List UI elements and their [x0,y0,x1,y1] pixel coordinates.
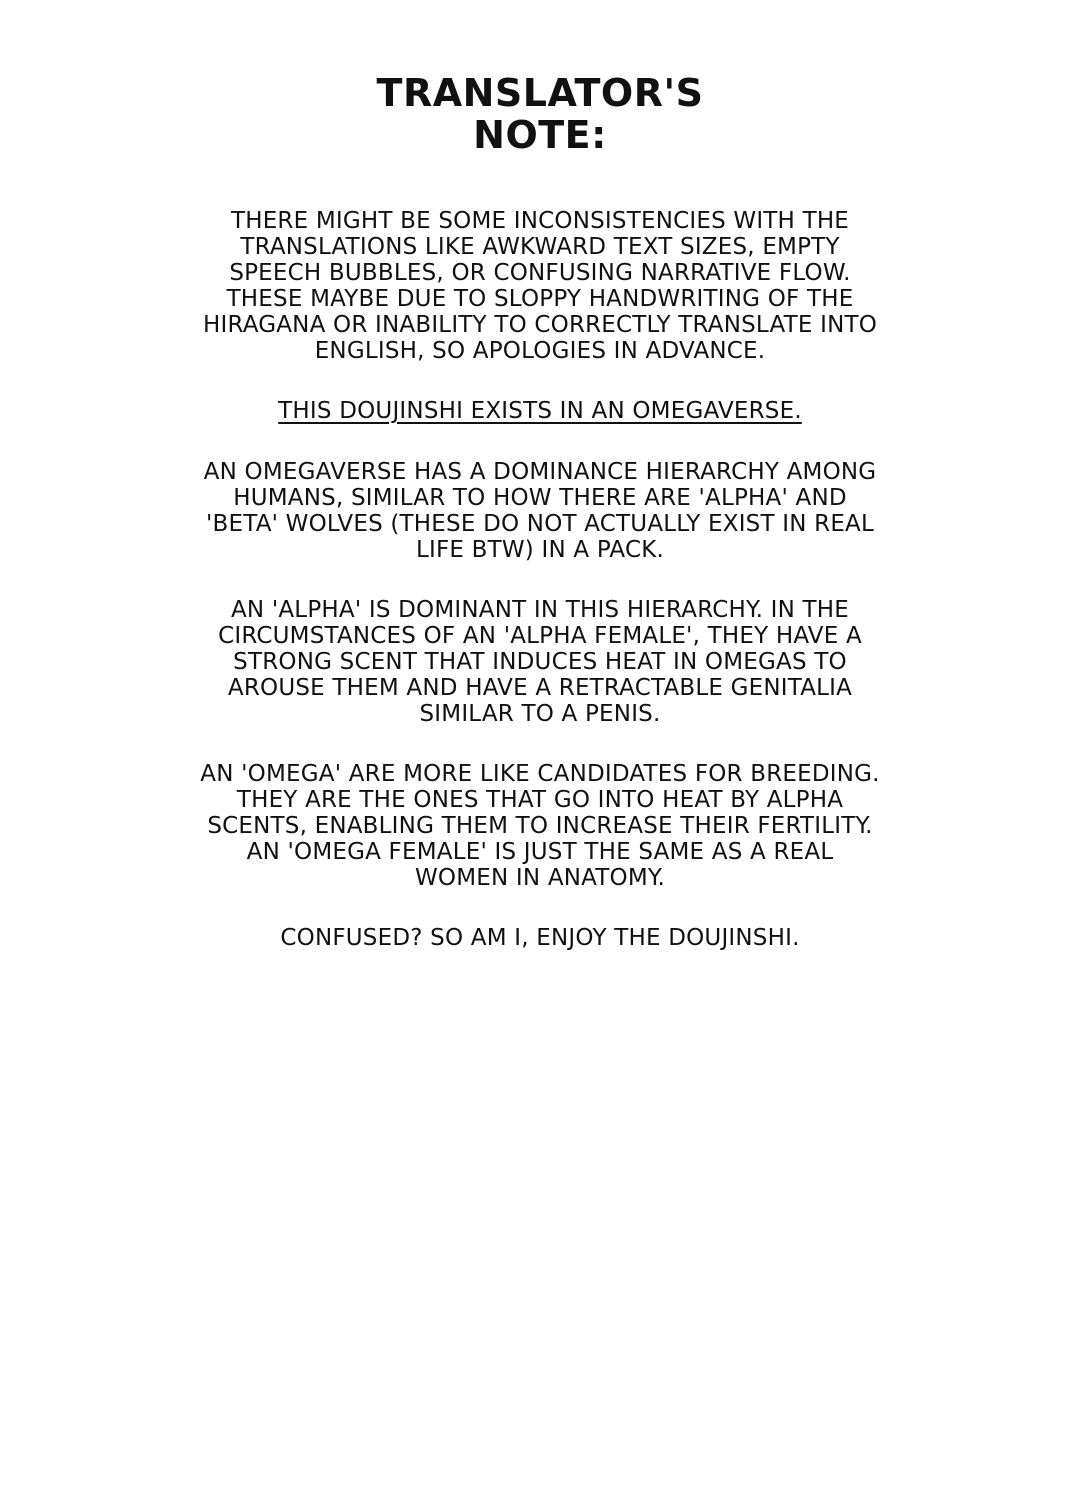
closing-paragraph [120,925,960,951]
text-line: CONFUSED? SO AM I, ENJOY THE DOUJINSHI. [280,925,800,951]
text-line: TRANSLATIONS LIKE AWKWARD TEXT SIZES, EMPTY [240,234,840,260]
text-line: AN OMEGAVERSE HAS A DOMINANCE HIERARCHY AMONG [203,459,877,485]
disclaimer-paragraph [120,208,960,364]
omegaverse-heading [120,398,960,424]
text-line: THIS DOUJINSHI EXISTS IN AN OMEGAVERSE. [278,398,802,424]
text-line: AN 'OMEGA FEMALE' IS JUST THE SAME AS A REAL [246,839,834,865]
text-line: LIFE BTW) IN A PACK. [415,537,665,563]
text-line: HUMANS, SIMILAR TO HOW THERE ARE 'ALPHA' AND [233,485,847,511]
title-line: NOTE: [473,113,607,157]
text-line: ENGLISH, SO APOLOGIES IN ADVANCE. [314,338,766,364]
alpha-paragraph [120,597,960,727]
omegaverse-paragraph [120,459,960,563]
text-line: WOMEN IN ANATOMY. [414,865,666,891]
text-line: AROUSE THEM AND HAVE A RETRACTABLE GENITALIA [227,675,853,701]
text-line: HIRAGANA OR INABILITY TO CORRECTLY TRANSLATE INTO [202,312,878,338]
omega-paragraph [120,761,960,891]
text-line: SIMILAR TO A PENIS. [419,701,661,727]
title-line: TRANSLATOR'S [376,71,704,115]
page-title [0,72,1080,156]
text-line: AN 'OMEGA' ARE MORE LIKE CANDIDATES FOR BREEDING. [200,761,880,787]
text-line: AN 'ALPHA' IS DOMINANT IN THIS HIERARCHY. IN THE [231,597,849,623]
text-line: 'BETA' WOLVES (THESE DO NOT ACTUALLY EXIST IN REAL [206,511,874,537]
text-line: THERE MIGHT BE SOME INCONSISTENCIES WITH THE [230,208,850,234]
text-line: THESE MAYBE DUE TO SLOPPY HANDWRITING OF THE [226,286,854,312]
text-line: STRONG SCENT THAT INDUCES HEAT IN OMEGAS TO [233,649,847,675]
text-line: SPEECH BUBBLES, OR CONFUSING NARRATIVE FLOW. [229,260,851,286]
text-line: CIRCUMSTANCES OF AN 'ALPHA FEMALE', THEY HAVE A [218,623,862,649]
text-line: SCENTS, ENABLING THEM TO INCREASE THEIR FERTILITY. [207,813,873,839]
text-line: THEY ARE THE ONES THAT GO INTO HEAT BY ALPHA [236,787,844,813]
